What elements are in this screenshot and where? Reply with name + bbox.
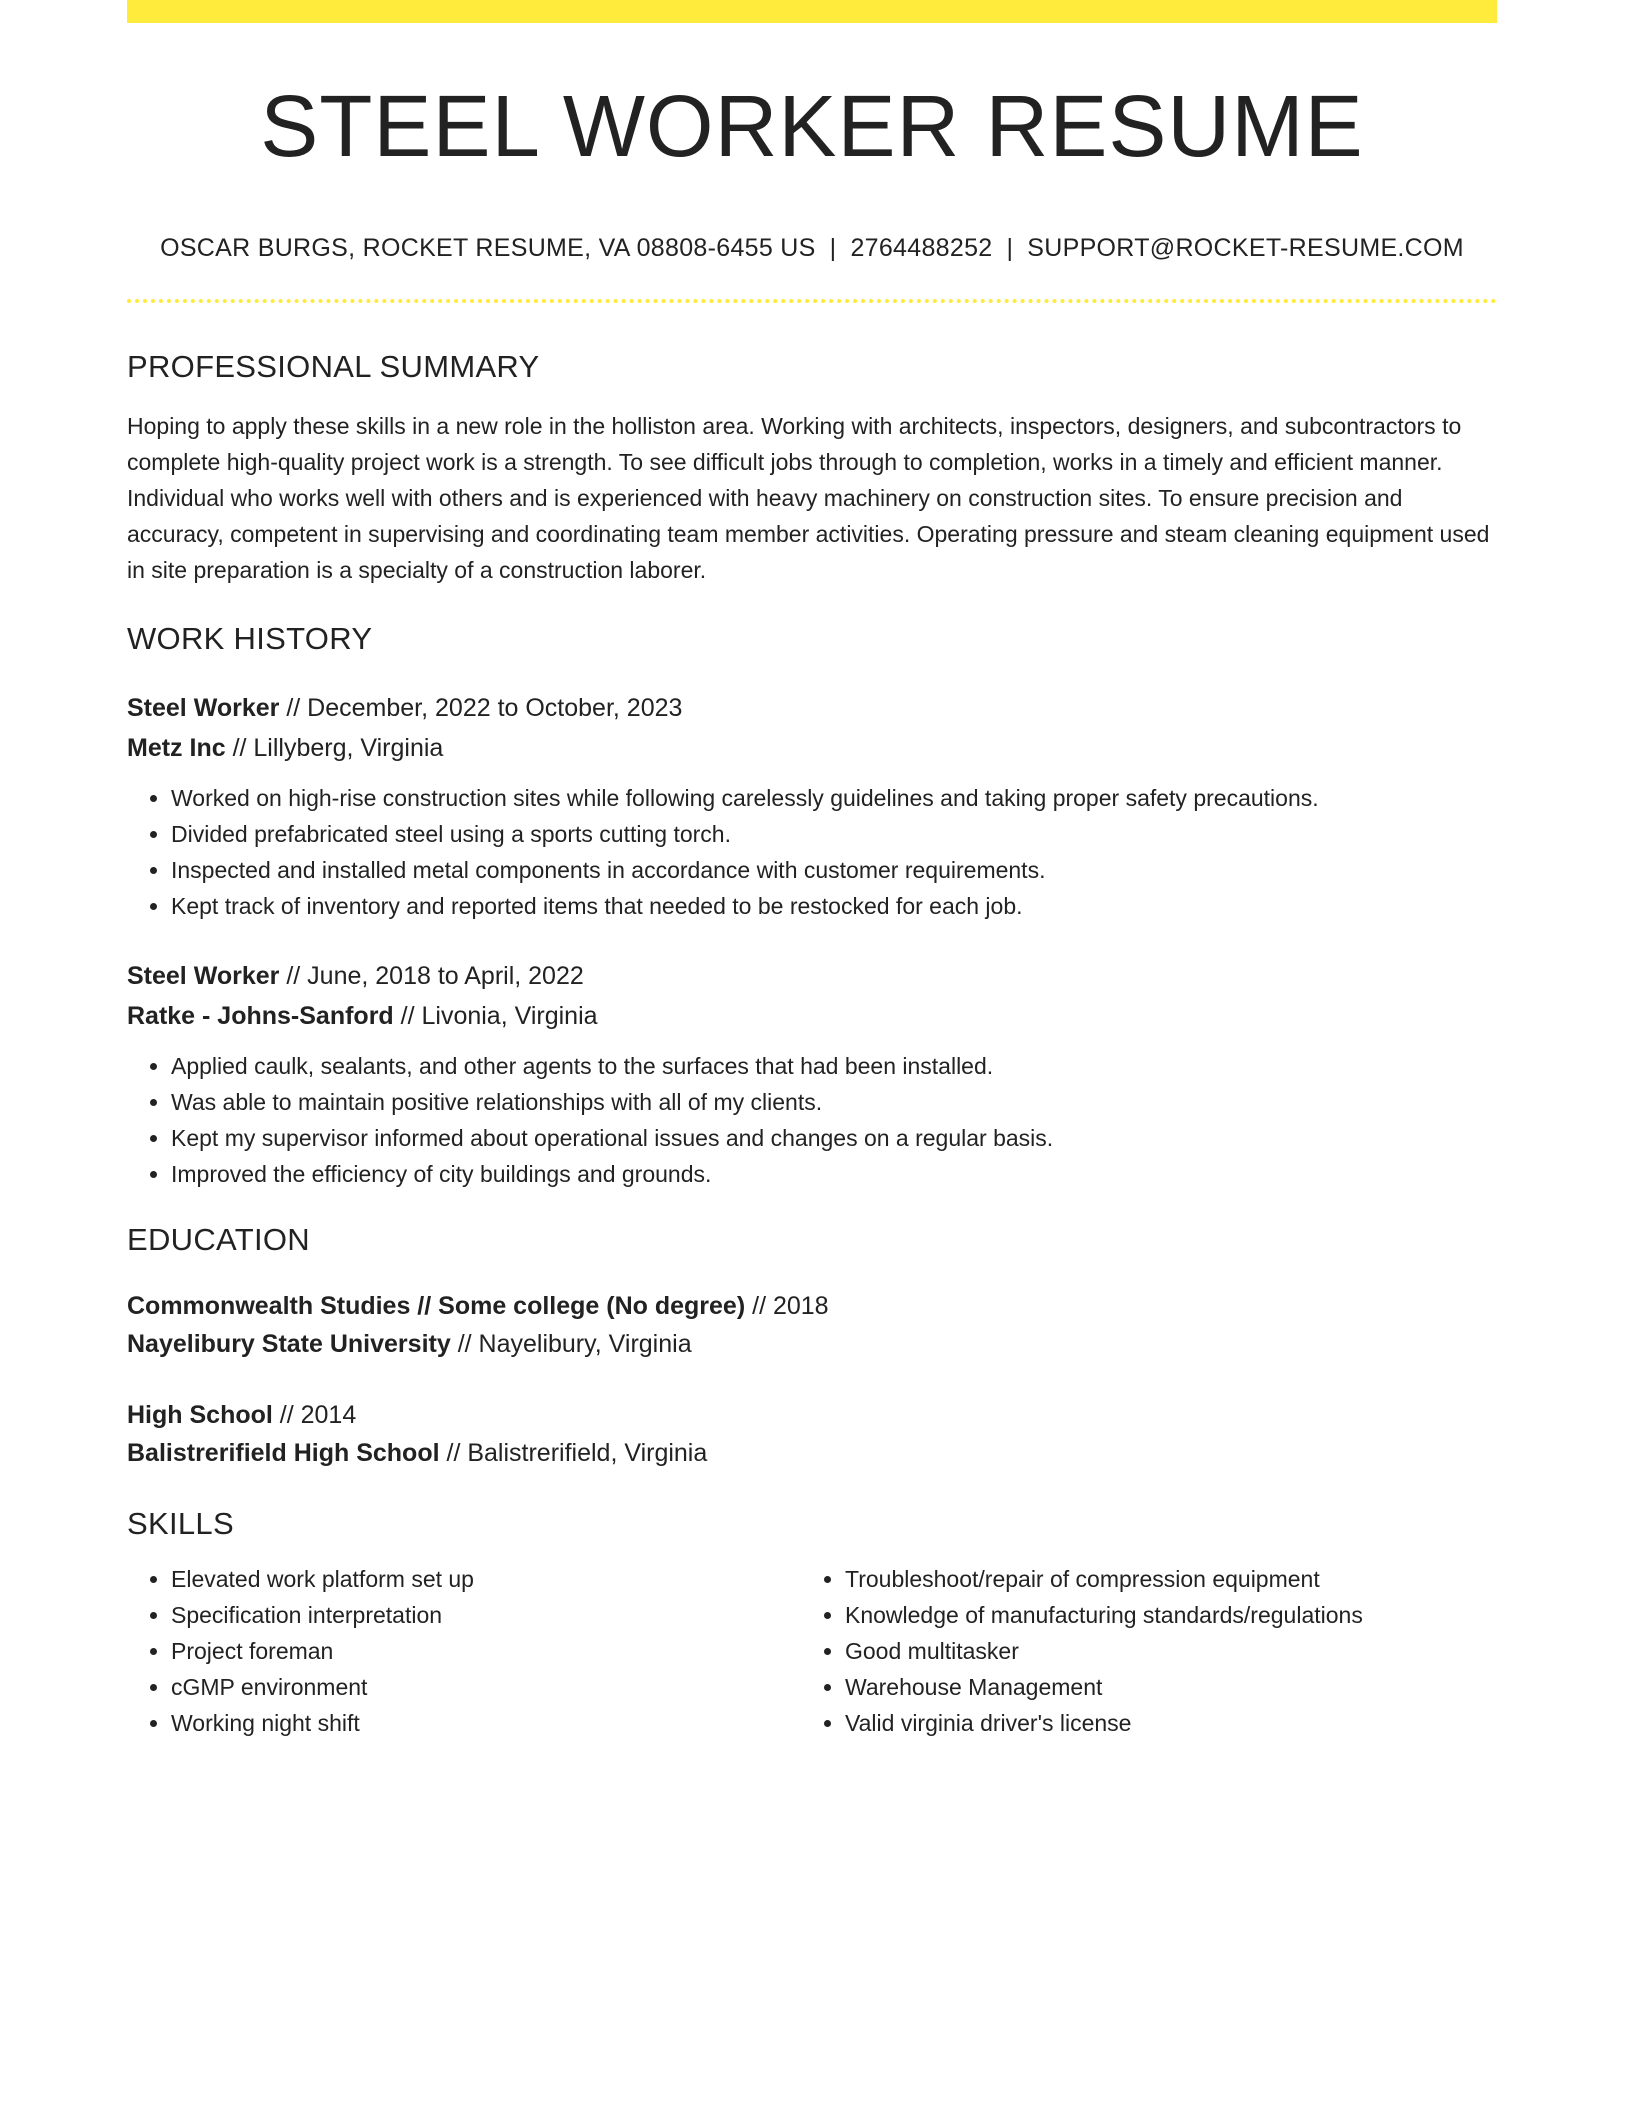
job-bullet: • Improved the efficiency of city buildings and grounds.	[171, 1156, 1497, 1192]
job-bullet: • Kept track of inventory and reported items that needed to be restocked for each job.	[171, 888, 1497, 924]
job-bullet: • Kept my supervisor informed about operational issues and changes on a regular basis.	[171, 1120, 1497, 1156]
work-history-heading: WORK HISTORY	[127, 621, 373, 656]
resume-title: STEEL WORKER RESUME	[260, 78, 1364, 175]
education-degree-line	[127, 1396, 1497, 1434]
skills-list-left	[127, 1561, 801, 1741]
skill-item: • cGMP environment	[171, 1669, 801, 1705]
education-school-line	[127, 1325, 1497, 1363]
education-location: // Balistrerifield, Virginia	[439, 1439, 708, 1467]
skills-columns	[127, 1561, 1497, 1741]
contact-separator: |	[829, 234, 837, 262]
education-school-line	[127, 1434, 1497, 1472]
contact-phone: 2764488252	[850, 234, 993, 262]
education-heading: EDUCATION	[127, 1222, 310, 1257]
education-degree: Commonwealth Studies // Some college (No degree)	[127, 1292, 746, 1320]
education-location: // Nayelibury, Virginia	[450, 1330, 692, 1358]
job-dates: // June, 2018 to April, 2022	[279, 962, 584, 990]
skills-list-right	[801, 1561, 1485, 1741]
job-entry	[127, 688, 1497, 924]
education-entry	[127, 1396, 1497, 1472]
skill-item: • Warehouse Management	[845, 1669, 1485, 1705]
contact-address: OSCAR BURGS, ROCKET RESUME, VA 08808-6455 US	[160, 234, 816, 262]
job-company-line	[127, 728, 1497, 768]
skill-item: • Troubleshoot/repair of compression equipment	[845, 1561, 1485, 1597]
resume-page	[127, 0, 1497, 1741]
education-entry	[127, 1287, 1497, 1363]
job-entry	[127, 956, 1497, 1192]
contact-separator: |	[1006, 234, 1014, 262]
education-degree-line	[127, 1287, 1497, 1325]
contact-email: SUPPORT@ROCKET-RESUME.COM	[1027, 234, 1464, 262]
skill-item: • Working night shift	[171, 1705, 801, 1741]
job-title: Steel Worker	[127, 962, 280, 990]
skill-item: • Project foreman	[171, 1633, 801, 1669]
job-bullet: • Worked on high-rise construction sites while following carelessly guidelines and taking proper safety precautions.	[171, 780, 1497, 816]
skill-item: • Elevated work platform set up	[171, 1561, 801, 1597]
job-company-line	[127, 996, 1497, 1036]
job-title-line	[127, 956, 1497, 996]
job-title: Steel Worker	[127, 694, 280, 722]
accent-top-bar	[127, 0, 1497, 23]
job-bullets	[127, 1048, 1497, 1192]
job-company: Ratke - Johns-Sanford	[127, 1002, 394, 1030]
job-bullet: • Inspected and installed metal components in accordance with customer requirements.	[171, 852, 1497, 888]
job-title-line	[127, 688, 1497, 728]
skill-item: • Valid virginia driver's license	[845, 1705, 1485, 1741]
education-year: // 2014	[272, 1401, 357, 1429]
education-school: Nayelibury State University	[127, 1330, 451, 1358]
job-company: Metz Inc	[127, 734, 226, 762]
education-degree: High School	[127, 1401, 273, 1429]
education-school: Balistrerifield High School	[127, 1439, 440, 1467]
job-location: // Livonia, Virginia	[393, 1002, 598, 1030]
job-bullet: • Divided prefabricated steel using a sports cutting torch.	[171, 816, 1497, 852]
job-bullets	[127, 780, 1497, 924]
skill-item: • Good multitasker	[845, 1633, 1485, 1669]
job-bullet: • Was able to maintain positive relationships with all of my clients.	[171, 1084, 1497, 1120]
skills-heading: SKILLS	[127, 1506, 234, 1541]
education-year: // 2018	[745, 1292, 829, 1320]
summary-heading: PROFESSIONAL SUMMARY	[127, 349, 540, 384]
job-location: // Lillyberg, Virginia	[225, 734, 444, 762]
skill-item: • Specification interpretation	[171, 1597, 801, 1633]
contact-line	[127, 236, 1497, 261]
job-bullet: • Applied caulk, sealants, and other agents to the surfaces that had been installed.	[171, 1048, 1497, 1084]
dotted-divider	[127, 299, 1497, 303]
summary-text: Hoping to apply these skills in a new role in the holliston area. Working with architects, inspectors, designers, and subcontractors to complete high-quality project work is a strength. To see difficult jobs through to completion, works in a timely and efficient manner. Individual who works well with others and is experienced with heavy machinery on construction sites. To ensure precision and accuracy, competent in supervising and coordinating team member activities. Operating pressure and steam cleaning equipment used in site preparation is a specialty of a construction laborer.	[127, 413, 1490, 583]
skill-item: • Knowledge of manufacturing standards/regulations	[845, 1597, 1485, 1633]
job-dates: // December, 2022 to October, 2023	[279, 694, 683, 722]
